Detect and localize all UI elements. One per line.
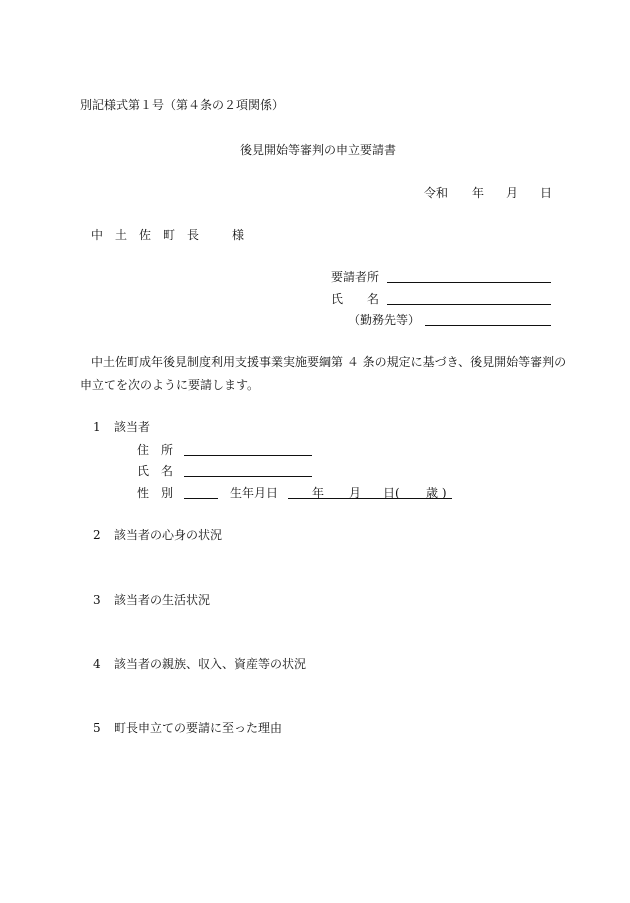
subject-birth-label: 生年月日 (230, 486, 279, 500)
subject-gender-field[interactable] (184, 498, 218, 499)
section-1-heading: 該当者 (114, 420, 151, 434)
subject-gender-label: 性 別 (137, 486, 174, 500)
section-5-number: 5 (93, 721, 101, 735)
requester-address-field[interactable] (387, 282, 551, 283)
subject-name-label: 氏 名 (137, 464, 174, 478)
requester-name-field[interactable] (387, 304, 551, 305)
subject-address-field[interactable] (184, 455, 312, 456)
addressee-honorific: 様 (232, 228, 245, 242)
date-day: 日 (540, 186, 553, 200)
date-month: 月 (506, 186, 519, 200)
requester-name-label: 氏 名 (331, 292, 380, 306)
section-4-heading: 該当者の親族、収入、資産等の状況 (114, 657, 307, 671)
section-3-number: 3 (93, 593, 101, 607)
requester-workplace-label: （勤務先等） (348, 313, 421, 327)
body-line-1: 中土佐町成年後見制度利用支援事業実施要綱第 ４ 条の規定に基づき、後見開始等審判の (91, 355, 567, 369)
section-2-number: 2 (93, 528, 101, 542)
section-4-number: 4 (93, 657, 101, 671)
section-1-number: 1 (93, 420, 101, 434)
body-line-2: 申立てを次のように要請します。 (80, 378, 260, 392)
subject-name-field[interactable] (184, 476, 312, 477)
subject-address-label: 住 所 (137, 443, 174, 457)
section-2-heading: 該当者の心身の状況 (114, 528, 223, 542)
date-year: 年 (472, 186, 485, 200)
document-title: 後見開始等審判の申立要請書 (240, 143, 397, 157)
requester-address-label: 要請者所 (331, 270, 380, 284)
subject-birth-month: 月 (349, 486, 362, 500)
subject-birth-day: 日( (383, 486, 400, 500)
subject-age: 歳 ) (426, 486, 447, 500)
addressee-name: 中 土 佐 町 長 (91, 228, 200, 242)
date-era: 令和 (424, 186, 449, 200)
section-5-heading: 町長申立ての要請に至った理由 (114, 721, 283, 735)
form-id: 別記様式第１号（第４条の２項関係） (80, 98, 285, 112)
subject-birth-year: 年 (312, 486, 325, 500)
section-3-heading: 該当者の生活状況 (114, 593, 211, 607)
requester-workplace-field[interactable] (425, 325, 551, 326)
